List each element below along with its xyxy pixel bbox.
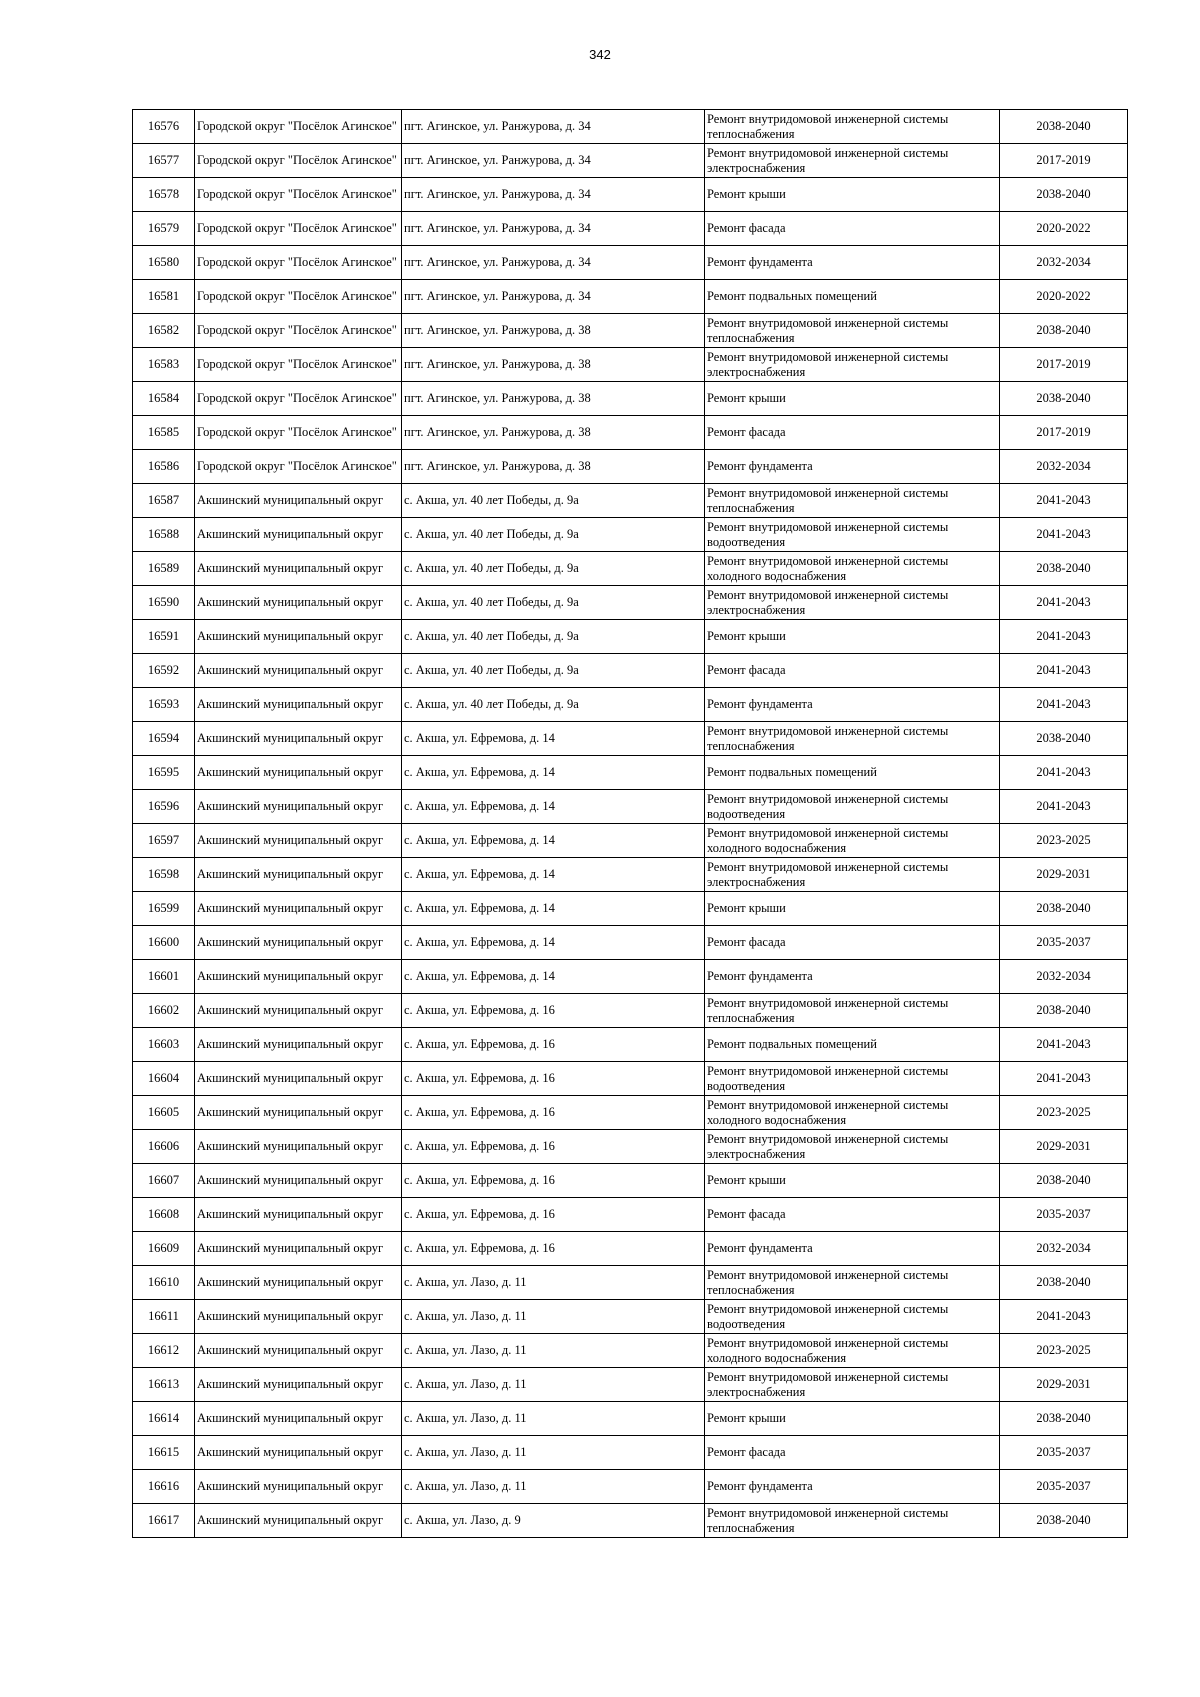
address-cell: с. Акша, ул. 40 лет Победы, д. 9а [402,620,705,654]
row-number-cell: 16615 [133,1436,195,1470]
municipality-cell: Городской округ "Посёлок Агинское" [195,382,402,416]
municipality-cell: Акшинский муниципальный округ [195,1266,402,1300]
table-row [133,518,1128,552]
table-row [133,756,1128,790]
municipality-cell: Акшинский муниципальный округ [195,1198,402,1232]
work-type-cell: Ремонт внутридомовой инженерной системы теплоснабжения [705,1266,1000,1300]
row-number-cell: 16596 [133,790,195,824]
municipality-cell: Акшинский муниципальный округ [195,1300,402,1334]
address-cell: с. Акша, ул. 40 лет Победы, д. 9а [402,518,705,552]
work-type-cell: Ремонт внутридомовой инженерной системы теплоснабжения [705,722,1000,756]
address-cell: с. Акша, ул. Ефремова, д. 14 [402,858,705,892]
municipality-cell: Акшинский муниципальный округ [195,1130,402,1164]
period-cell: 2017-2019 [1000,144,1128,178]
address-cell: с. Акша, ул. Ефремова, д. 14 [402,926,705,960]
period-cell: 2041-2043 [1000,654,1128,688]
table-row [133,1028,1128,1062]
table-row [133,620,1128,654]
work-type-cell: Ремонт внутридомовой инженерной системы теплоснабжения [705,314,1000,348]
table-row [133,1436,1128,1470]
table-row [133,1232,1128,1266]
row-number-cell: 16599 [133,892,195,926]
work-type-cell: Ремонт крыши [705,178,1000,212]
table-row [133,246,1128,280]
address-cell: с. Акша, ул. 40 лет Победы, д. 9а [402,586,705,620]
address-cell: с. Акша, ул. Ефремова, д. 16 [402,1062,705,1096]
work-type-cell: Ремонт фасада [705,1198,1000,1232]
municipality-cell: Акшинский муниципальный округ [195,1164,402,1198]
table-row [133,552,1128,586]
work-type-cell: Ремонт подвальных помещений [705,1028,1000,1062]
row-number-cell: 16598 [133,858,195,892]
period-cell: 2023-2025 [1000,824,1128,858]
work-type-cell: Ремонт внутридомовой инженерной системы холодного водоснабжения [705,552,1000,586]
period-cell: 2032-2034 [1000,1232,1128,1266]
municipality-cell: Акшинский муниципальный округ [195,722,402,756]
period-cell: 2038-2040 [1000,892,1128,926]
table-row [133,484,1128,518]
municipality-cell: Акшинский муниципальный округ [195,756,402,790]
table-row [133,178,1128,212]
period-cell: 2020-2022 [1000,212,1128,246]
period-cell: 2038-2040 [1000,382,1128,416]
table-row [133,858,1128,892]
period-cell: 2029-2031 [1000,1130,1128,1164]
period-cell: 2038-2040 [1000,178,1128,212]
period-cell: 2035-2037 [1000,1470,1128,1504]
row-number-cell: 16581 [133,280,195,314]
work-type-cell: Ремонт фундамента [705,960,1000,994]
work-type-cell: Ремонт крыши [705,1402,1000,1436]
address-cell: с. Акша, ул. Лазо, д. 11 [402,1368,705,1402]
period-cell: 2041-2043 [1000,518,1128,552]
period-cell: 2035-2037 [1000,926,1128,960]
page-number: 342 [589,47,611,62]
work-type-cell: Ремонт внутридомовой инженерной системы водоотведения [705,790,1000,824]
row-number-cell: 16595 [133,756,195,790]
municipality-cell: Городской округ "Посёлок Агинское" [195,246,402,280]
row-number-cell: 16585 [133,416,195,450]
row-number-cell: 16603 [133,1028,195,1062]
period-cell: 2038-2040 [1000,722,1128,756]
address-cell: пгт. Агинское, ул. Ранжурова, д. 34 [402,212,705,246]
row-number-cell: 16577 [133,144,195,178]
row-number-cell: 16584 [133,382,195,416]
row-number-cell: 16579 [133,212,195,246]
table-row [133,1334,1128,1368]
period-cell: 2032-2034 [1000,450,1128,484]
table-row [133,1164,1128,1198]
row-number-cell: 16610 [133,1266,195,1300]
repair-schedule-table [132,109,1128,1538]
municipality-cell: Акшинский муниципальный округ [195,824,402,858]
table-row [133,1062,1128,1096]
municipality-cell: Городской округ "Посёлок Агинское" [195,110,402,144]
row-number-cell: 16587 [133,484,195,518]
address-cell: с. Акша, ул. 40 лет Победы, д. 9а [402,654,705,688]
municipality-cell: Акшинский муниципальный округ [195,1232,402,1266]
table-row [133,416,1128,450]
row-number-cell: 16591 [133,620,195,654]
table-row [133,1130,1128,1164]
row-number-cell: 16607 [133,1164,195,1198]
municipality-cell: Акшинский муниципальный округ [195,1334,402,1368]
period-cell: 2023-2025 [1000,1096,1128,1130]
municipality-cell: Акшинский муниципальный округ [195,858,402,892]
period-cell: 2023-2025 [1000,1334,1128,1368]
table-row [133,144,1128,178]
municipality-cell: Акшинский муниципальный округ [195,994,402,1028]
period-cell: 2041-2043 [1000,484,1128,518]
period-cell: 2017-2019 [1000,348,1128,382]
row-number-cell: 16611 [133,1300,195,1334]
period-cell: 2038-2040 [1000,1504,1128,1538]
work-type-cell: Ремонт внутридомовой инженерной системы холодного водоснабжения [705,1096,1000,1130]
table-row [133,1368,1128,1402]
row-number-cell: 16612 [133,1334,195,1368]
period-cell: 2032-2034 [1000,246,1128,280]
work-type-cell: Ремонт внутридомовой инженерной системы холодного водоснабжения [705,1334,1000,1368]
work-type-cell: Ремонт внутридомовой инженерной системы теплоснабжения [705,994,1000,1028]
table-row [133,280,1128,314]
address-cell: с. Акша, ул. Ефремова, д. 16 [402,1096,705,1130]
municipality-cell: Городской округ "Посёлок Агинское" [195,416,402,450]
municipality-cell: Акшинский муниципальный округ [195,518,402,552]
address-cell: пгт. Агинское, ул. Ранжурова, д. 34 [402,110,705,144]
address-cell: с. Акша, ул. Ефремова, д. 16 [402,1130,705,1164]
address-cell: пгт. Агинское, ул. Ранжурова, д. 34 [402,178,705,212]
table-row [133,110,1128,144]
address-cell: пгт. Агинское, ул. Ранжурова, д. 34 [402,246,705,280]
period-cell: 2017-2019 [1000,416,1128,450]
table-row [133,382,1128,416]
address-cell: с. Акша, ул. Ефремова, д. 16 [402,1198,705,1232]
period-cell: 2035-2037 [1000,1436,1128,1470]
table-row [133,586,1128,620]
address-cell: с. Акша, ул. 40 лет Победы, д. 9а [402,552,705,586]
table-row [133,960,1128,994]
period-cell: 2041-2043 [1000,688,1128,722]
row-number-cell: 16614 [133,1402,195,1436]
row-number-cell: 16606 [133,1130,195,1164]
work-type-cell: Ремонт внутридомовой инженерной системы электроснабжения [705,586,1000,620]
table-row [133,824,1128,858]
period-cell: 2041-2043 [1000,1300,1128,1334]
municipality-cell: Городской округ "Посёлок Агинское" [195,144,402,178]
work-type-cell: Ремонт крыши [705,382,1000,416]
row-number-cell: 16576 [133,110,195,144]
work-type-cell: Ремонт подвальных помещений [705,280,1000,314]
municipality-cell: Акшинский муниципальный округ [195,1504,402,1538]
row-number-cell: 16580 [133,246,195,280]
municipality-cell: Городской округ "Посёлок Агинское" [195,314,402,348]
table-row [133,1300,1128,1334]
table-row [133,1470,1128,1504]
period-cell: 2032-2034 [1000,960,1128,994]
period-cell: 2038-2040 [1000,1402,1128,1436]
municipality-cell: Городской округ "Посёлок Агинское" [195,450,402,484]
table-row [133,1096,1128,1130]
work-type-cell: Ремонт внутридомовой инженерной системы электроснабжения [705,1130,1000,1164]
municipality-cell: Акшинский муниципальный округ [195,1368,402,1402]
table-row [133,926,1128,960]
address-cell: с. Акша, ул. 40 лет Победы, д. 9а [402,688,705,722]
row-number-cell: 16608 [133,1198,195,1232]
municipality-cell: Акшинский муниципальный округ [195,1470,402,1504]
table-row [133,314,1128,348]
period-cell: 2038-2040 [1000,314,1128,348]
address-cell: с. Акша, ул. Лазо, д. 11 [402,1266,705,1300]
address-cell: с. Акша, ул. Ефремова, д. 14 [402,960,705,994]
row-number-cell: 16602 [133,994,195,1028]
row-number-cell: 16588 [133,518,195,552]
address-cell: с. Акша, ул. Лазо, д. 11 [402,1436,705,1470]
municipality-cell: Акшинский муниципальный округ [195,552,402,586]
row-number-cell: 16601 [133,960,195,994]
row-number-cell: 16597 [133,824,195,858]
address-cell: с. Акша, ул. Лазо, д. 9 [402,1504,705,1538]
municipality-cell: Акшинский муниципальный округ [195,586,402,620]
address-cell: пгт. Агинское, ул. Ранжурова, д. 34 [402,144,705,178]
work-type-cell: Ремонт фундамента [705,450,1000,484]
municipality-cell: Акшинский муниципальный округ [195,620,402,654]
work-type-cell: Ремонт фасада [705,416,1000,450]
address-cell: пгт. Агинское, ул. Ранжурова, д. 34 [402,280,705,314]
work-type-cell: Ремонт внутридомовой инженерной системы электроснабжения [705,348,1000,382]
row-number-cell: 16582 [133,314,195,348]
row-number-cell: 16613 [133,1368,195,1402]
municipality-cell: Акшинский муниципальный округ [195,960,402,994]
row-number-cell: 16586 [133,450,195,484]
address-cell: с. Акша, ул. Лазо, д. 11 [402,1300,705,1334]
row-number-cell: 16616 [133,1470,195,1504]
period-cell: 2038-2040 [1000,1164,1128,1198]
period-cell: 2041-2043 [1000,620,1128,654]
period-cell: 2020-2022 [1000,280,1128,314]
table-row [133,722,1128,756]
period-cell: 2041-2043 [1000,790,1128,824]
work-type-cell: Ремонт внутридомовой инженерной системы электроснабжения [705,1368,1000,1402]
work-type-cell: Ремонт крыши [705,1164,1000,1198]
period-cell: 2038-2040 [1000,1266,1128,1300]
row-number-cell: 16589 [133,552,195,586]
work-type-cell: Ремонт фасада [705,1436,1000,1470]
municipality-cell: Городской округ "Посёлок Агинское" [195,178,402,212]
table-row [133,1504,1128,1538]
period-cell: 2029-2031 [1000,858,1128,892]
address-cell: с. Акша, ул. Ефремова, д. 14 [402,756,705,790]
work-type-cell: Ремонт внутридомовой инженерной системы теплоснабжения [705,1504,1000,1538]
address-cell: пгт. Агинское, ул. Ранжурова, д. 38 [402,314,705,348]
address-cell: с. Акша, ул. 40 лет Победы, д. 9а [402,484,705,518]
address-cell: с. Акша, ул. Ефремова, д. 16 [402,1028,705,1062]
table-row [133,212,1128,246]
municipality-cell: Акшинский муниципальный округ [195,654,402,688]
address-cell: с. Акша, ул. Ефремова, д. 14 [402,722,705,756]
municipality-cell: Акшинский муниципальный округ [195,1402,402,1436]
address-cell: с. Акша, ул. Ефремова, д. 14 [402,790,705,824]
work-type-cell: Ремонт внутридомовой инженерной системы электроснабжения [705,144,1000,178]
period-cell: 2041-2043 [1000,1062,1128,1096]
work-type-cell: Ремонт крыши [705,620,1000,654]
period-cell: 2035-2037 [1000,1198,1128,1232]
table-row [133,790,1128,824]
municipality-cell: Акшинский муниципальный округ [195,688,402,722]
work-type-cell: Ремонт внутридомовой инженерной системы водоотведения [705,1300,1000,1334]
period-cell: 2029-2031 [1000,1368,1128,1402]
work-type-cell: Ремонт фундамента [705,246,1000,280]
address-cell: пгт. Агинское, ул. Ранжурова, д. 38 [402,450,705,484]
municipality-cell: Акшинский муниципальный округ [195,484,402,518]
row-number-cell: 16604 [133,1062,195,1096]
address-cell: с. Акша, ул. Ефремова, д. 14 [402,892,705,926]
address-cell: с. Акша, ул. Ефремова, д. 16 [402,1164,705,1198]
work-type-cell: Ремонт фундамента [705,1232,1000,1266]
table-row [133,892,1128,926]
table-row [133,1402,1128,1436]
table-row [133,1266,1128,1300]
period-cell: 2038-2040 [1000,552,1128,586]
period-cell: 2041-2043 [1000,756,1128,790]
address-cell: с. Акша, ул. Ефремова, д. 16 [402,994,705,1028]
row-number-cell: 16578 [133,178,195,212]
work-type-cell: Ремонт фундамента [705,688,1000,722]
municipality-cell: Акшинский муниципальный округ [195,892,402,926]
row-number-cell: 16590 [133,586,195,620]
row-number-cell: 16600 [133,926,195,960]
work-type-cell: Ремонт внутридомовой инженерной системы холодного водоснабжения [705,824,1000,858]
row-number-cell: 16605 [133,1096,195,1130]
work-type-cell: Ремонт фасада [705,926,1000,960]
table-row [133,994,1128,1028]
work-type-cell: Ремонт фасада [705,212,1000,246]
work-type-cell: Ремонт фасада [705,654,1000,688]
municipality-cell: Акшинский муниципальный округ [195,1096,402,1130]
address-cell: с. Акша, ул. Ефремова, д. 16 [402,1232,705,1266]
address-cell: пгт. Агинское, ул. Ранжурова, д. 38 [402,382,705,416]
row-number-cell: 16593 [133,688,195,722]
table-body [133,110,1128,1538]
municipality-cell: Городской округ "Посёлок Агинское" [195,280,402,314]
row-number-cell: 16592 [133,654,195,688]
table-row [133,450,1128,484]
period-cell: 2038-2040 [1000,994,1128,1028]
work-type-cell: Ремонт внутридомовой инженерной системы теплоснабжения [705,110,1000,144]
address-cell: пгт. Агинское, ул. Ранжурова, д. 38 [402,416,705,450]
municipality-cell: Городской округ "Посёлок Агинское" [195,348,402,382]
work-type-cell: Ремонт внутридомовой инженерной системы электроснабжения [705,858,1000,892]
table-row [133,348,1128,382]
row-number-cell: 16617 [133,1504,195,1538]
row-number-cell: 16583 [133,348,195,382]
municipality-cell: Акшинский муниципальный округ [195,790,402,824]
work-type-cell: Ремонт внутридомовой инженерной системы водоотведения [705,1062,1000,1096]
period-cell: 2041-2043 [1000,1028,1128,1062]
address-cell: с. Акша, ул. Лазо, д. 11 [402,1334,705,1368]
row-number-cell: 16609 [133,1232,195,1266]
work-type-cell: Ремонт крыши [705,892,1000,926]
municipality-cell: Акшинский муниципальный округ [195,926,402,960]
address-cell: с. Акша, ул. Лазо, д. 11 [402,1470,705,1504]
period-cell: 2038-2040 [1000,110,1128,144]
table-row [133,688,1128,722]
period-cell: 2041-2043 [1000,586,1128,620]
address-cell: с. Акша, ул. Лазо, д. 11 [402,1402,705,1436]
work-type-cell: Ремонт подвальных помещений [705,756,1000,790]
table-row [133,1198,1128,1232]
municipality-cell: Акшинский муниципальный округ [195,1436,402,1470]
address-cell: пгт. Агинское, ул. Ранжурова, д. 38 [402,348,705,382]
municipality-cell: Городской округ "Посёлок Агинское" [195,212,402,246]
work-type-cell: Ремонт внутридомовой инженерной системы водоотведения [705,518,1000,552]
work-type-cell: Ремонт фундамента [705,1470,1000,1504]
municipality-cell: Акшинский муниципальный округ [195,1028,402,1062]
table-row [133,654,1128,688]
row-number-cell: 16594 [133,722,195,756]
municipality-cell: Акшинский муниципальный округ [195,1062,402,1096]
work-type-cell: Ремонт внутридомовой инженерной системы теплоснабжения [705,484,1000,518]
address-cell: с. Акша, ул. Ефремова, д. 14 [402,824,705,858]
